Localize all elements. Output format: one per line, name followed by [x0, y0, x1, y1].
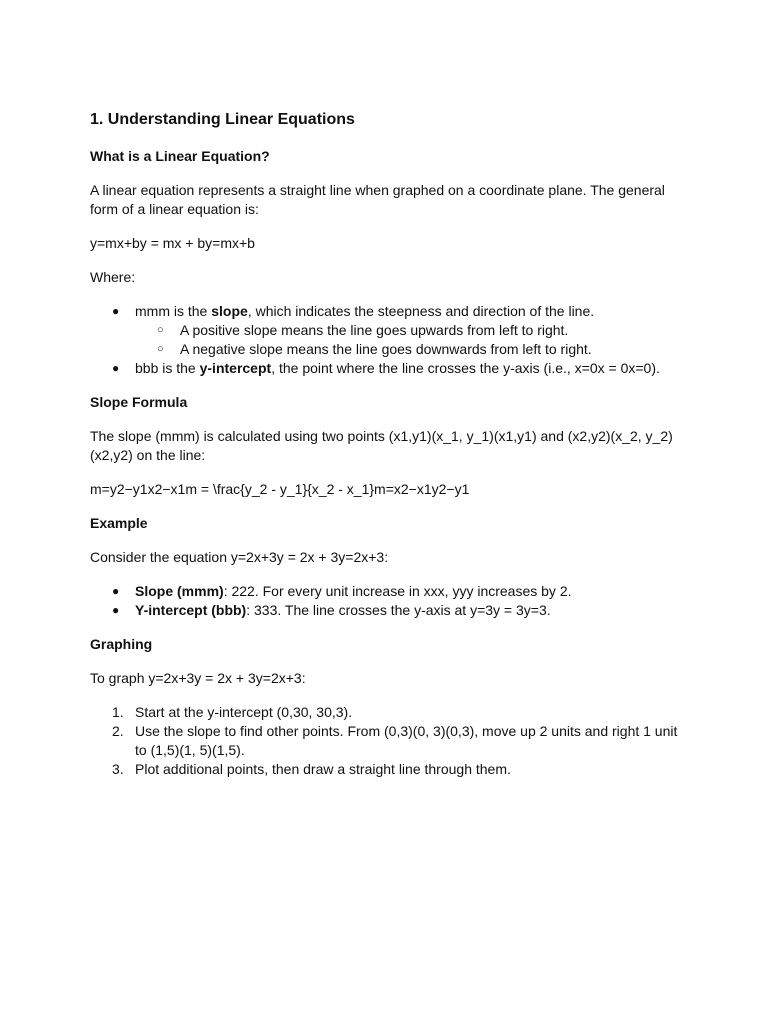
- where-label: Where:: [90, 269, 136, 285]
- step-item: [90, 722, 678, 760]
- list-item-bold: y-intercept: [199, 360, 272, 376]
- sub-list-item-text: A positive slope means the line goes upwards from left to right.: [180, 322, 569, 338]
- sub-list-item: [135, 321, 678, 340]
- bullet-icon: ●: [112, 584, 120, 598]
- step-number: 3.: [112, 761, 124, 777]
- list-item: [90, 582, 678, 601]
- slope-sublist: [135, 321, 678, 359]
- step-text: Start at the y-intercept (0,30, 30,3).: [135, 704, 353, 720]
- sub-list-item: [135, 340, 678, 359]
- list-item-text-post: : 222. For every unit increase in xxx, yyy increases by 2.: [223, 583, 572, 599]
- list-item-text-pre: mmm is the: [135, 303, 212, 319]
- sub-list-item-text: A negative slope means the line goes downwards from left to right.: [180, 341, 592, 357]
- step-number: 2.: [112, 723, 124, 739]
- list-item-bold: Y-intercept (bbb): [135, 602, 247, 618]
- bullet-icon: ●: [112, 304, 120, 318]
- list-item-text-pre: bbb is the: [135, 360, 200, 376]
- list-item-text-post: , the point where the line crosses the y-axis (i.e., x=0x = 0x=0).: [271, 360, 660, 376]
- list-item-bold: Slope (mmm): [135, 583, 224, 599]
- step-number: 1.: [112, 704, 124, 720]
- example-list: [90, 582, 678, 620]
- list-item: [90, 601, 678, 620]
- heading-what-is-linear-equation: What is a Linear Equation?: [90, 148, 270, 164]
- list-item-text-post: : 333. The line crosses the y-axis at y=3y = 3y=3.: [246, 602, 551, 618]
- heading-example: Example: [90, 515, 148, 531]
- step-item: [90, 703, 678, 722]
- sub-bullet-icon: ○: [157, 324, 164, 336]
- slope-formula-paragraph: The slope (mmm) is calculated using two points (x1,y1)(x_1, y_1)(x1,y1) and (x2,y2)(x_2, y_2)(x2,y2) on the line:: [90, 428, 673, 463]
- bullet-icon: ●: [112, 603, 120, 617]
- heading-graphing: Graphing: [90, 636, 153, 652]
- definition-list: [90, 302, 678, 378]
- list-item-slope: [90, 302, 678, 359]
- step-text: Use the slope to find other points. From (0,3)(0, 3)(0,3), move up 2 units and right 1 unit to (1,5)(1, 5)(1,5).: [135, 723, 678, 758]
- list-item-text-post: , which indicates the steepness and direction of the line.: [247, 303, 595, 319]
- list-item-y-intercept: [90, 359, 678, 378]
- step-item: [90, 760, 678, 779]
- bullet-icon: ●: [112, 361, 120, 375]
- example-paragraph: Consider the equation y=2x+3y = 2x + 3y=2x+3:: [90, 549, 389, 565]
- heading-slope-formula: Slope Formula: [90, 394, 188, 410]
- graphing-steps-list: [90, 703, 678, 779]
- slope-formula: m=y2−y1x2−x1m = \frac{y_2 - y_1}{x_2 - x_1}m=x2−x1y2−y1: [90, 481, 470, 497]
- step-text: Plot additional points, then draw a straight line through them.: [135, 761, 511, 777]
- general-form-formula: y=mx+by = mx + by=mx+b: [90, 235, 255, 251]
- sub-bullet-icon: ○: [157, 343, 164, 355]
- page-title: 1. Understanding Linear Equations: [90, 111, 355, 128]
- intro-paragraph: A linear equation represents a straight line when graphed on a coordinate plane. The general form of a linear equation is:: [90, 182, 665, 217]
- list-item-bold: slope: [211, 303, 248, 319]
- graphing-paragraph: To graph y=2x+3y = 2x + 3y=2x+3:: [90, 670, 306, 686]
